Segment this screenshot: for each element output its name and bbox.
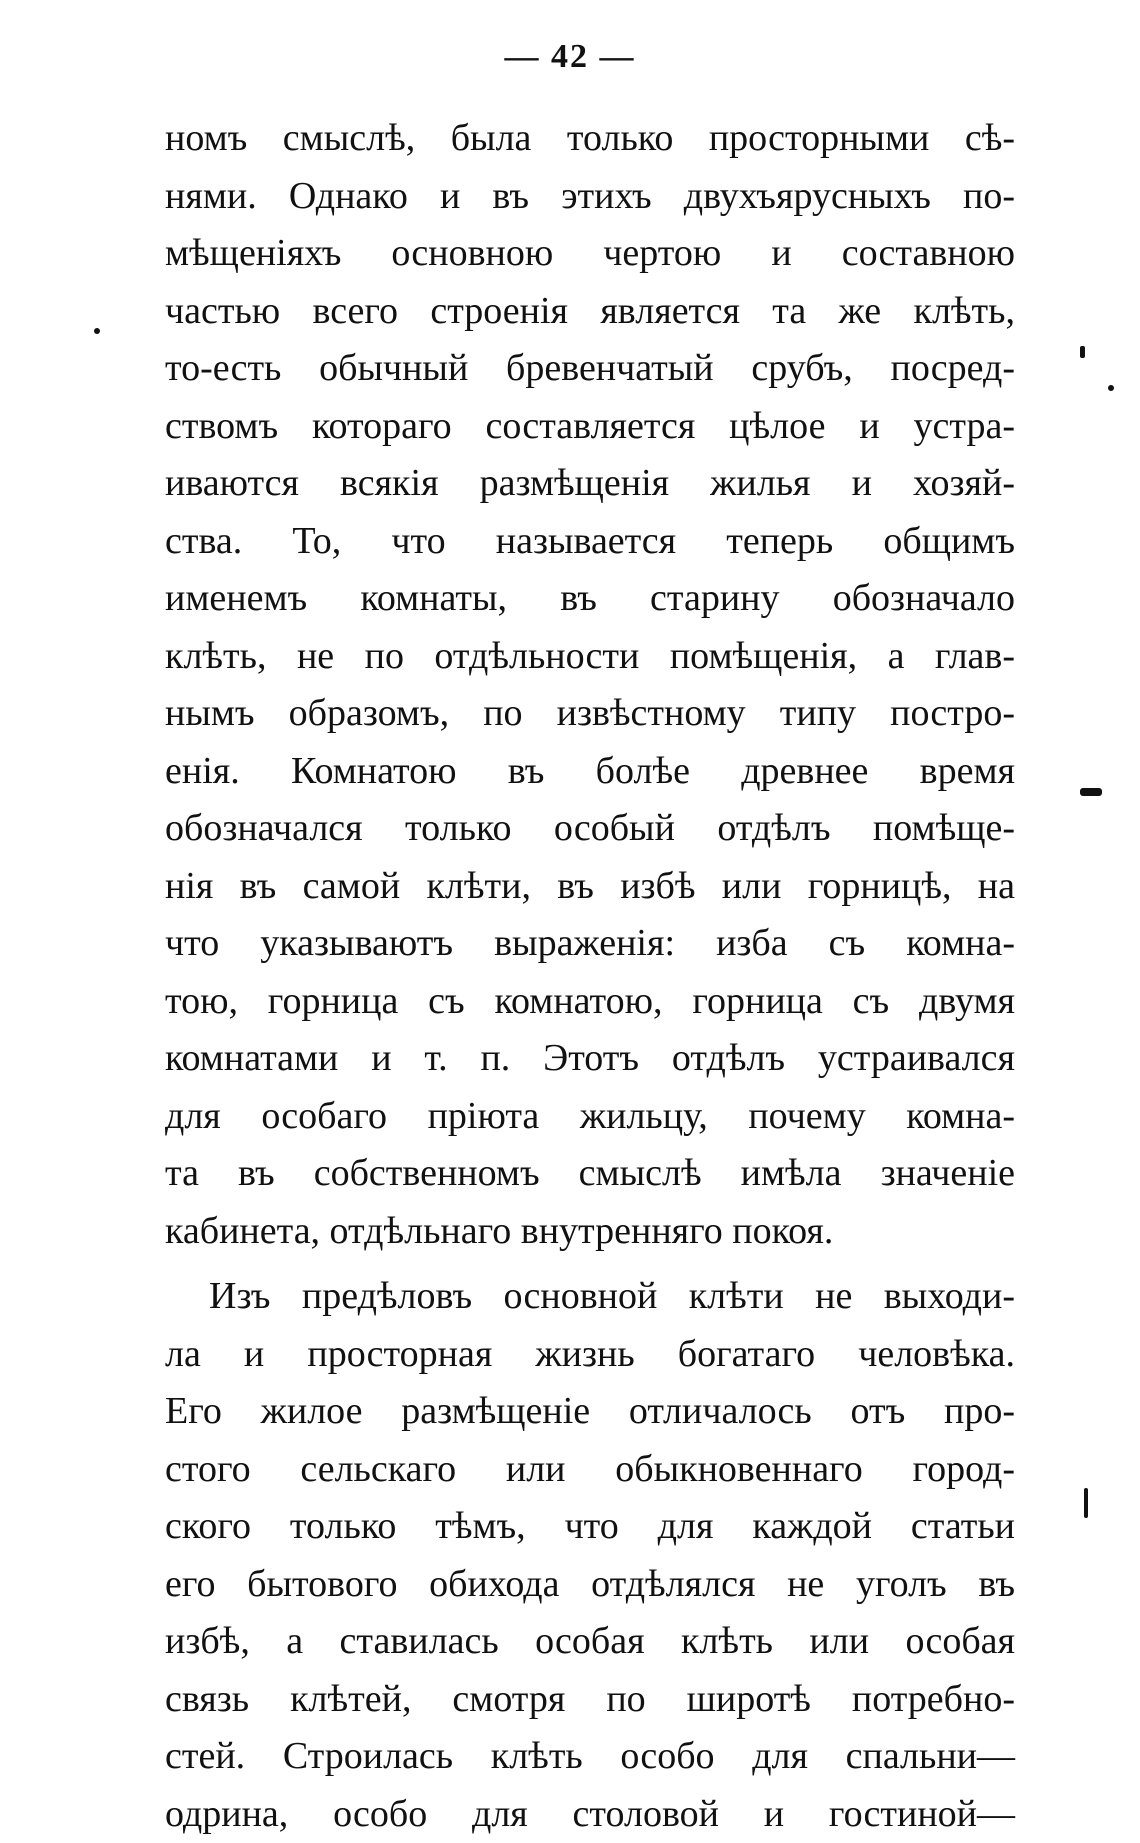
text-line: избѣ, а ставилась особая клѣть или особая xyxy=(165,1613,1015,1671)
text-line: его бытового обихода отдѣлялся не уголъ въ xyxy=(165,1556,1015,1614)
scan-speck xyxy=(1080,788,1102,796)
scan-speck xyxy=(1084,1488,1088,1518)
text-line: иваются всякія размѣщенія жилья и хозяй- xyxy=(165,455,1015,513)
text-line: номъ смыслѣ, была только просторными сѣ- xyxy=(165,110,1015,168)
scan-speck xyxy=(1080,346,1085,358)
text-line: именемъ комнаты, въ старину обозначало xyxy=(165,570,1015,628)
text-line: енія. Комнатою въ болѣе древнее время xyxy=(165,743,1015,801)
text-line: то-есть обычный бревенчатый срубъ, посред- xyxy=(165,340,1015,398)
page-number: — 42 — xyxy=(0,38,1140,76)
paragraph-2 xyxy=(165,1268,1015,1843)
text-line: стого сельскаго или обыкновеннаго город- xyxy=(165,1441,1015,1499)
text-line: та въ собственномъ смыслѣ имѣла значеніе xyxy=(165,1145,1015,1203)
scan-speck xyxy=(94,328,100,334)
text-line: кабинета, отдѣльнаго внутренняго покоя. xyxy=(165,1203,1015,1261)
text-line: ствомъ котораго составляется цѣлое и устра- xyxy=(165,398,1015,456)
text-line: ла и просторная жизнь богатаго человѣка. xyxy=(165,1326,1015,1384)
text-line: Его жилое размѣщеніе отличалось отъ про- xyxy=(165,1383,1015,1441)
text-line: Изъ предѣловъ основной клѣти не выходи- xyxy=(165,1268,1015,1326)
text-line: одрина, особо для столовой и гостиной— xyxy=(165,1786,1015,1843)
text-line: обозначался только особый отдѣлъ помѣще- xyxy=(165,800,1015,858)
text-line: нія въ самой клѣти, въ избѣ или горницѣ, на xyxy=(165,858,1015,916)
text-line: нымъ образомъ, по извѣстному типу постро- xyxy=(165,685,1015,743)
text-line: нями. Однако и въ этихъ двухъярусныхъ по- xyxy=(165,168,1015,226)
paragraph-1 xyxy=(165,110,1015,1260)
body-text xyxy=(165,110,1015,1843)
text-line: связь клѣтей, смотря по широтѣ потребно- xyxy=(165,1671,1015,1729)
text-line: ства. То, что называется теперь общимъ xyxy=(165,513,1015,571)
text-line: для особаго пріюта жильцу, почему комна- xyxy=(165,1088,1015,1146)
text-line: ского только тѣмъ, что для каждой статьи xyxy=(165,1498,1015,1556)
text-line: мѣщеніяхъ основною чертою и составною xyxy=(165,225,1015,283)
text-line: что указываютъ выраженія: изба съ комна- xyxy=(165,915,1015,973)
paragraph-gap xyxy=(165,1260,1015,1268)
text-line: клѣть, не по отдѣльности помѣщенія, а глав- xyxy=(165,628,1015,686)
text-line: стей. Строилась клѣть особо для спальни— xyxy=(165,1728,1015,1786)
text-line: тою, горница съ комнатою, горница съ двумя xyxy=(165,973,1015,1031)
scan-speck xyxy=(1108,385,1114,391)
text-line: комнатами и т. п. Этотъ отдѣлъ устраивался xyxy=(165,1030,1015,1088)
text-line: частью всего строенія является та же клѣть, xyxy=(165,283,1015,341)
